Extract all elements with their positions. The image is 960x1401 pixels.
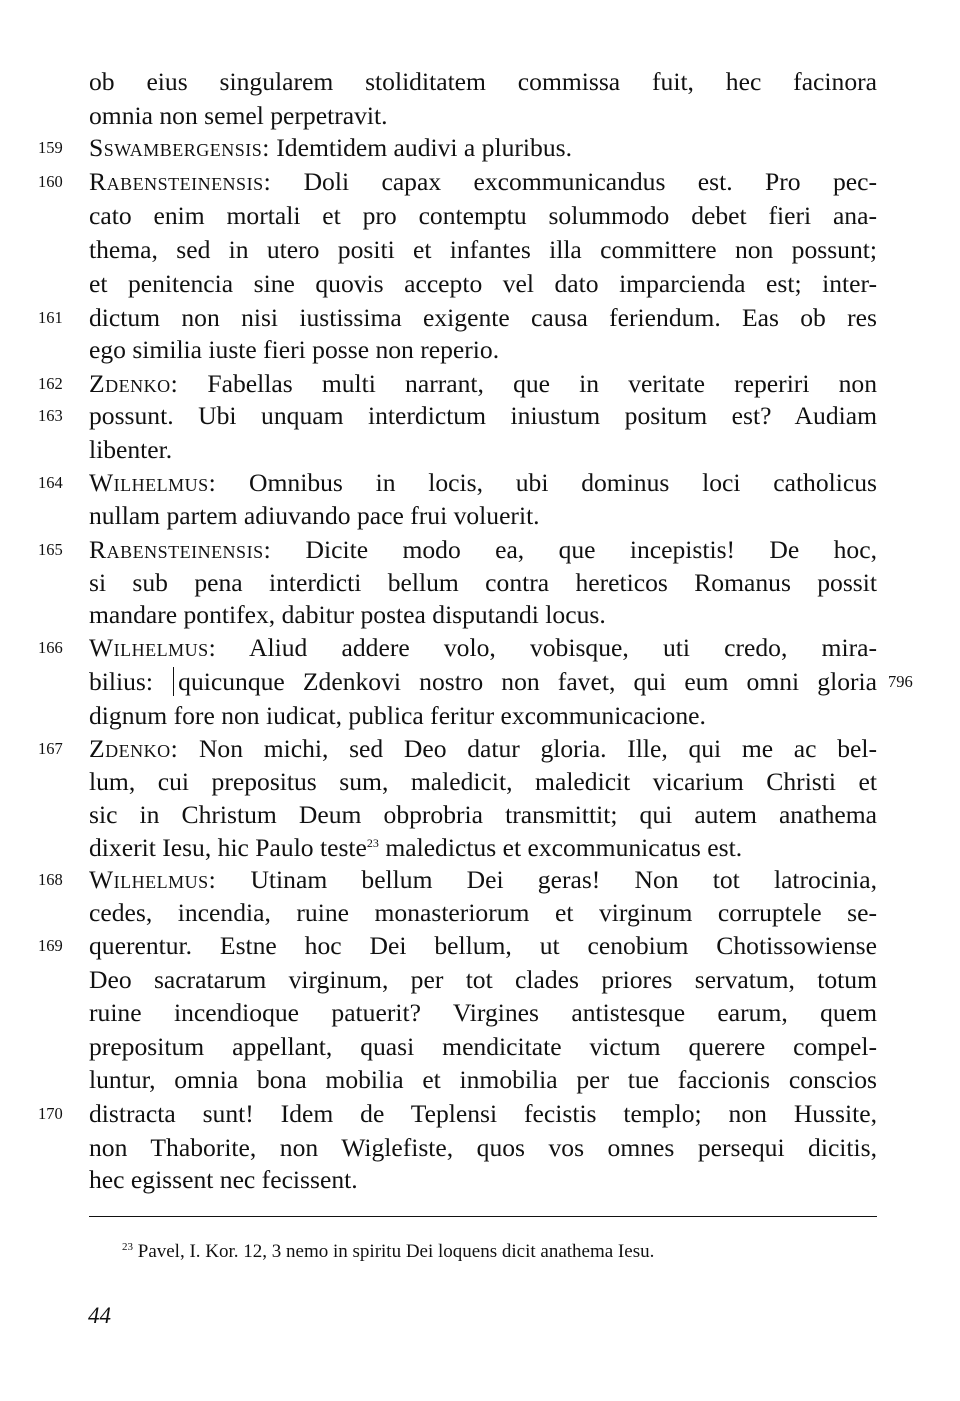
text-line: dictum non nisi iustissima exigente causa feriendum. Eas ob res <box>89 303 877 332</box>
text-line: Wilhelmus: Aliud addere volo, vobisque, uti credo, mira- <box>89 633 877 662</box>
text-line: dignum fore non iudicat, publica feritur excommunicacione. <box>89 701 706 730</box>
speaker-name: Rabensteinensis: <box>89 535 272 564</box>
speaker-name: Zdenko: <box>89 734 179 763</box>
line-number: 166 <box>38 638 63 657</box>
speaker-name: Sswambergensis: <box>89 133 270 162</box>
line-number: 161 <box>38 308 63 327</box>
speaker-name: Wilhelmus: <box>89 865 217 894</box>
text-line: Rabensteinensis: Doli capax excommunicandus est. Pro pec- <box>89 167 877 196</box>
line-number: 165 <box>38 540 63 559</box>
footnote-reference[interactable]: 23 <box>366 836 379 850</box>
line-number: 168 <box>38 870 63 889</box>
text-line: Wilhelmus: Utinam bellum Dei geras! Non tot latrocinia, <box>89 865 877 894</box>
line-number: 162 <box>38 374 63 393</box>
text-line: luntur, omnia bona mobilia et inmobilia per tue faccionis conscios <box>89 1065 877 1094</box>
text-line: Zdenko: Non michi, sed Deo datur gloria. Ille, qui me ac bel- <box>89 734 877 763</box>
text-line: prepositum appellant, quasi mendicitate victum querere compel- <box>89 1032 877 1061</box>
text-line: et penitencia sine quovis accepto vel dato imparcienda est; inter- <box>89 269 877 298</box>
speaker-name: Wilhelmus: <box>89 633 217 662</box>
text-line: Zdenko: Fabellas multi narrant, que in veritate reperiri non <box>89 369 877 398</box>
line-number: 160 <box>38 172 63 191</box>
text-line: dixerit Iesu, hic Paulo teste$^{23}$ maledictus et excommunicatus est. <box>89 833 743 862</box>
footnote-marker: 23 <box>122 1241 133 1253</box>
page-break-marker <box>173 667 174 696</box>
line-number: 164 <box>38 473 63 492</box>
text-line: querentur. Estne hoc Dei bellum, ut cenobium Chotissowiense <box>89 931 877 960</box>
text-line: sic in Christum Deum obprobria transmittit; qui autem anathema <box>89 800 877 829</box>
text-line: ruine incendioque patuerit? Virgines antistesque earum, quem <box>89 998 877 1027</box>
text-line: non Thaborite, non Wiglefiste, quos vos omnes persequi dicitis, <box>89 1133 877 1162</box>
line-number: 169 <box>38 936 63 955</box>
speaker-name: Wilhelmus: <box>89 468 217 497</box>
speaker-name: Rabensteinensis: <box>89 167 272 196</box>
text-line: possunt. Ubi unquam interdictum iniustum positum est? Audiam <box>89 401 877 430</box>
line-number: 170 <box>38 1104 63 1123</box>
margin-page-reference: 796 <box>888 672 913 691</box>
text-line: ob eius singularem stoliditatem commissa fuit, hec facinora <box>89 67 877 96</box>
text-line: mandare pontifex, dabitur postea disputandi locus. <box>89 600 606 629</box>
text-line: Rabensteinensis: Dicite modo ea, que incepistis! De hoc, <box>89 535 877 564</box>
footnote-rule <box>89 1216 877 1217</box>
page-number: 44 <box>88 1303 111 1328</box>
text-line: cato enim mortali et pro contemptu solummodo debet fieri ana- <box>89 201 877 230</box>
text-line: Sswambergensis: Idemtidem audivi a pluribus. <box>89 133 572 162</box>
text-line: distracta sunt! Idem de Teplensi fecistis templo; non Hussite, <box>89 1099 877 1128</box>
text-line: omnia non semel perpetravit. <box>89 101 388 130</box>
text-line: hec egissent nec fecissent. <box>89 1165 358 1194</box>
text-line: thema, sed in utero positi et infantes illa committere non possunt; <box>89 235 877 264</box>
text-line: si sub pena interdicti bellum contra hereticos Romanus possit <box>89 568 877 597</box>
text-line: bilius: quicunque Zdenkovi nostro non favet, qui eum omni gloria <box>89 667 878 696</box>
footnote-text: Pavel, I. Kor. 12, 3 nemo in spiritu Dei loquens dicit anathema Iesu. <box>137 1241 655 1262</box>
text-line: cedes, incendia, ruine monasteriorum et virginum corruptele se- <box>89 898 877 927</box>
text-line: nullam partem adiuvando pace frui voluerit. <box>89 501 540 530</box>
speaker-name: Zdenko: <box>89 369 179 398</box>
text-line: lum, cui prepositus sum, maledicit, maledicit vicarium Christi et <box>89 767 877 796</box>
text-line: Wilhelmus: Omnibus in locis, ubi dominus loci catholicus <box>89 468 877 497</box>
text-line: libenter. <box>89 435 173 464</box>
footnote <box>122 1236 654 1268</box>
line-number: 167 <box>38 739 63 758</box>
line-number: 163 <box>38 406 63 425</box>
text-line: Deo sacratarum virginum, per tot clades priores servatum, totum <box>89 965 877 994</box>
text-line: ego similia iuste fieri posse non reperio. <box>89 335 500 364</box>
line-number: 159 <box>38 138 63 157</box>
